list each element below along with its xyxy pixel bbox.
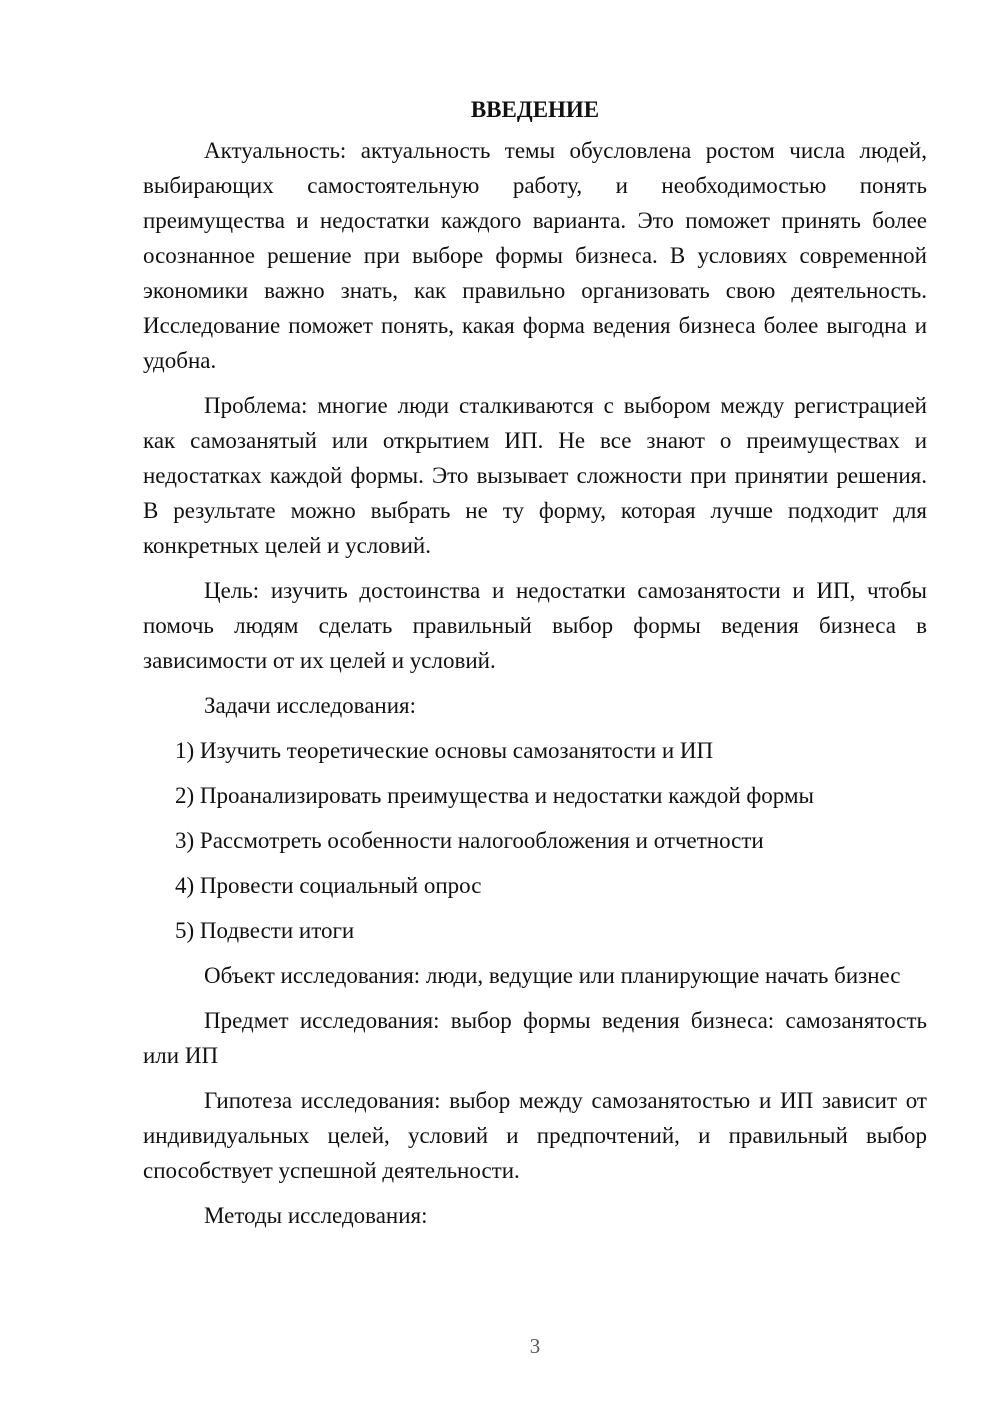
list-item: 5) Подвести итоги (175, 918, 355, 943)
list-item: 4) Провести социальный опрос (175, 873, 482, 898)
page-content (143, 95, 927, 1243)
list-item: 2) Проанализировать преимущества и недостатки каждой формы (175, 783, 814, 808)
list-item: 3) Рассмотреть особенности налогообложения и отчетности (175, 828, 764, 853)
paragraph-hypothesis: Гипотеза исследования: выбор между самозанятостью и ИП зависит от индивидуальных целей, условий и предпочтений, и правильный выбор способствует успешной деятельности. (143, 1088, 927, 1183)
paragraph-problem: Проблема: многие люди сталкиваются с выбором между регистрацией как самозанятый или открытием ИП. Не все знают о преимуществах и недостатках каждой формы. Это вызывает сложности при принятии решения. В результате можно выбрать не ту форму, которая лучше подходит для конкретных целей и условий. (143, 393, 927, 558)
paragraph-methods: Методы исследования: (204, 1203, 428, 1228)
tasks-list (143, 733, 927, 948)
list-item: 1) Изучить теоретические основы самозанятости и ИП (175, 738, 714, 763)
paragraph-goal: Цель: изучить достоинства и недостатки самозанятости и ИП, чтобы помочь людям сделать правильный выбор формы ведения бизнеса в зависимости от их целей и условий. (143, 578, 927, 673)
paragraph-relevance: Актуальность: актуальность темы обусловлена ростом числа людей, выбирающих самостоятельную работу, и необходимостью понять преимущества и недостатки каждого варианта. Это поможет принять более осознанное решение при выборе формы бизнеса. В условиях современной экономики важно знать, как правильно организовать свою деятельность. Исследование поможет понять, какая форма ведения бизнеса более выгодна и удобна. (143, 138, 927, 373)
paragraph-object: Объект исследования: люди, ведущие или планирующие начать бизнес (204, 963, 901, 988)
section-heading: ВВЕДЕНИЕ (470, 97, 600, 122)
paragraph-subject: Предмет исследования: выбор формы ведения бизнеса: самозанятость или ИП (143, 1008, 927, 1068)
paragraph-tasks-title: Задачи исследования: (204, 693, 417, 718)
page-number: 3 (529, 1334, 541, 1358)
